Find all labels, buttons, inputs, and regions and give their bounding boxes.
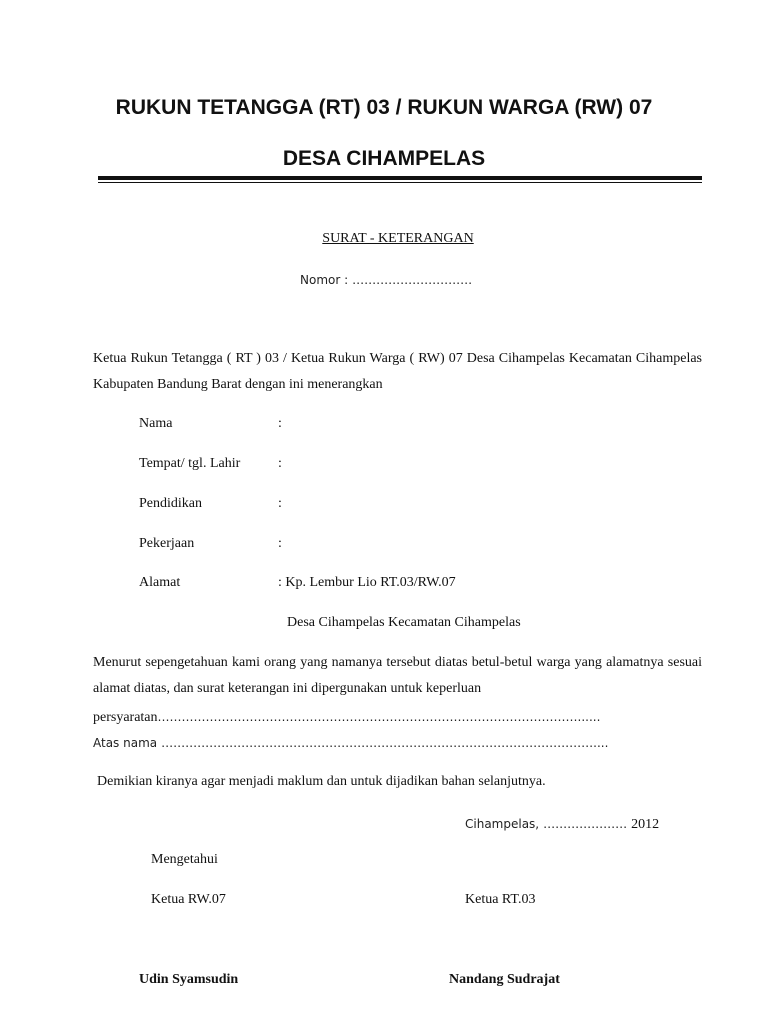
mengetahui-label: Mengetahui xyxy=(151,852,218,867)
intro-paragraph: Ketua Rukun Tetangga ( RT ) 03 / Ketua Rukun Warga ( RW) 07 Desa Cihampelas Kecamatan Cihampelas Kabupaten Bandung Barat dengan ini menerangkan xyxy=(93,351,702,392)
year: 2012 xyxy=(631,817,660,832)
place-date xyxy=(465,815,659,833)
letterhead-line-2: DESA CIHAMPELAS xyxy=(282,147,486,170)
rw-signer-name: Udin Syamsudin xyxy=(139,972,239,987)
field-value-nama: : xyxy=(278,416,282,431)
field-label-nama: Nama xyxy=(139,416,173,431)
field-label-pekerjaan: Pekerjaan xyxy=(139,536,195,551)
letterhead-line-1: RUKUN TETANGGA (RT) 03 / RUKUN WARGA (RW) 07 xyxy=(115,96,653,119)
persyaratan-label: persyaratan xyxy=(93,710,158,725)
letterhead-rule-thick xyxy=(98,176,702,180)
rt-title: Ketua RT.03 xyxy=(465,892,536,907)
atas-nama-dots: ……………………………………………………………………………………………….... xyxy=(161,736,609,750)
field-value-pendidikan: : xyxy=(278,496,282,511)
document-title: SURAT - KETERANGAN xyxy=(322,231,474,246)
rt-signer-name: Nandang Sudrajat xyxy=(449,972,560,987)
letterhead-rule-thin xyxy=(98,182,702,183)
field-label-pendidikan: Pendidikan xyxy=(139,496,202,511)
field-label-tempat-tgl-lahir: Tempat/ tgl. Lahir xyxy=(139,456,241,471)
nomor-label: Nomor : xyxy=(300,273,349,287)
nomor-line xyxy=(300,271,472,289)
nomor-dots: ………………………… xyxy=(352,273,473,287)
persyaratan-line xyxy=(93,708,702,726)
persyaratan-dots: ……………………………………………………………………………………………...... xyxy=(157,710,601,724)
field-value-tempat-tgl-lahir: : xyxy=(278,456,282,471)
rw-title: Ketua RW.07 xyxy=(151,892,226,907)
closing-sentence: Demikian kiranya agar menjadi maklum dan untuk dijadikan bahan selanjutnya. xyxy=(97,774,546,789)
atas-nama-line xyxy=(93,734,702,752)
date-dots: ………………… xyxy=(543,817,628,831)
alamat-line-2: Desa Cihampelas Kecamatan Cihampelas xyxy=(287,615,521,630)
atas-nama-label: Atas nama xyxy=(93,736,158,750)
statement-paragraph: Menurut sepengetahuan kami orang yang namanya tersebut diatas betul-betul warga yang alamatnya sesuai alamat diatas, dan surat keterangan ini dipergunakan untuk keperluan xyxy=(93,655,702,696)
field-value-pekerjaan: : xyxy=(278,536,282,551)
field-label-alamat: Alamat xyxy=(139,575,181,590)
field-value-alamat: : Kp. Lembur Lio RT.03/RW.07 xyxy=(278,575,456,590)
place-name: Cihampelas, xyxy=(465,817,540,831)
